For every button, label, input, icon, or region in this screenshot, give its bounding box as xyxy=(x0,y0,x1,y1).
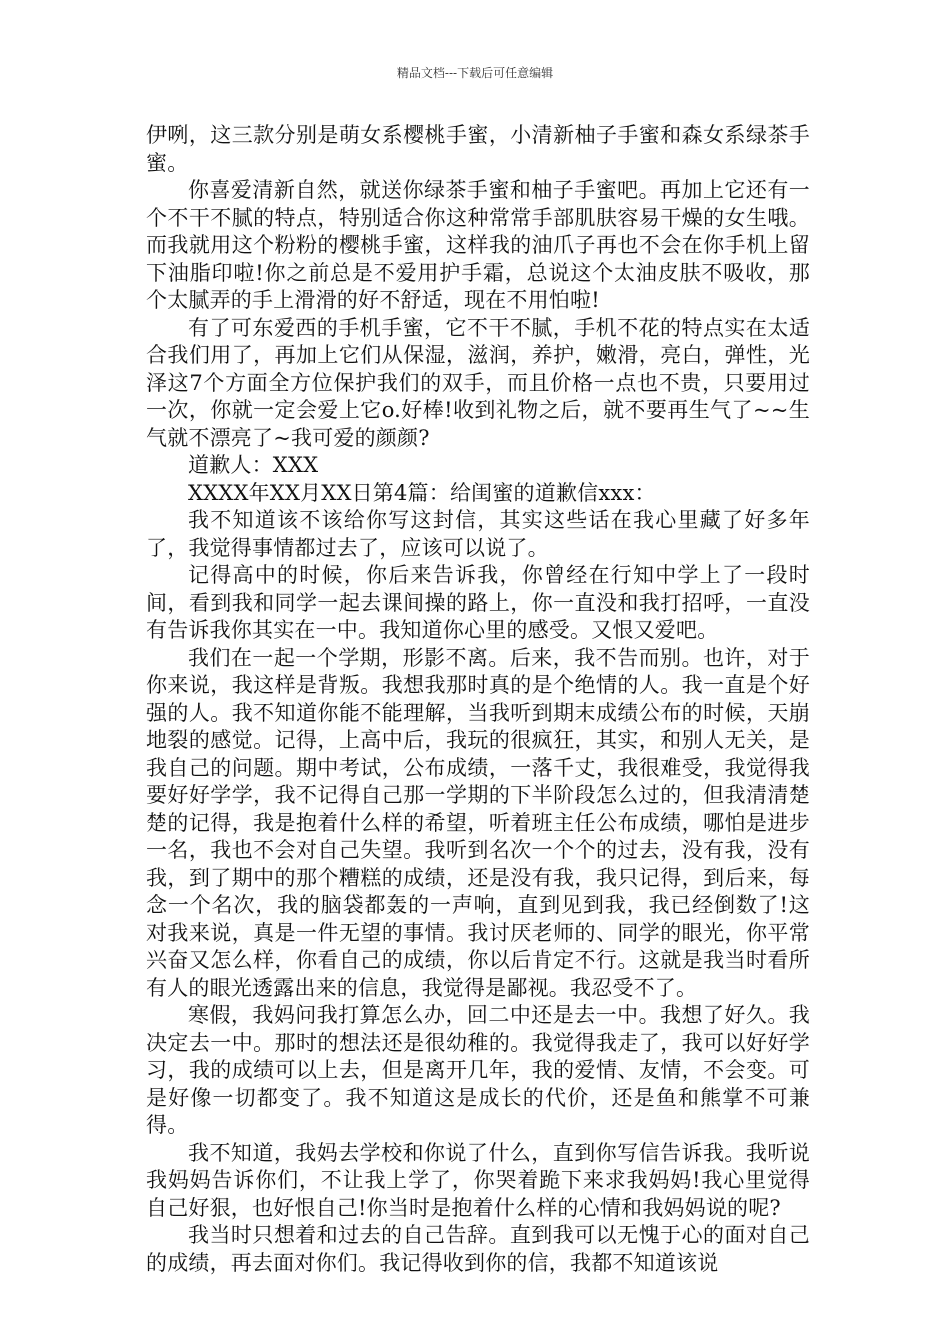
paragraph: 寒假，我妈问我打算怎么办，回二中还是去一中。我想了好久。我决定去一中。那时的想法还是很幼稚的。我觉得我走了，我可以好好学习，我的成绩可以上去，但是离开几年，我的爱情、友情，不会变。可是好像一切都变了。我不知道这是成长的代价，还是鱼和熊掌不可兼得。 xyxy=(146,1003,810,1137)
paragraph: 有了可东爱西的手机手蜜，它不干不腻，手机不花的特点实在太适合我们用了，再加上它们从保湿，滋润，养护，嫩滑，亮白，弹性，光泽这7个方面全方位保护我们的双手，而且价格一点也不贵，只要用过一次，你就一定会爱上它o.好棒!收到礼物之后，就不要再生气了~~生气就不漂亮了~我可爱的颜颜? xyxy=(146,315,810,450)
document-body xyxy=(146,122,810,1277)
paragraph: 我们在一起一个学期，形影不离。后来，我不告而别。也许，对于你来说，我这样是背叛。我想我那时真的是个绝情的人。我一直是个好强的人。我不知道你能不能理解，当我听到期末成绩公布的时候，天崩地裂的感觉。记得，上高中后，我玩的很疯狂，其实，和别人无关，是我自己的问题。期中考试，公布成绩，一落千丈，我很难受，我觉得我要好好学学，我不记得自己那一学期的下半阶段怎么过的，但我清清楚楚的记得，我是抱着什么样的希望，听着班主任公布成绩，哪怕是进步一名，我也不会对自己失望。我听到名次一个个的过去，没有我，没有我，到了期中的那个糟糕的成绩，还是没有我，我只记得，到后来，每念一个名次，我的脑袋都轰的一声响，直到见到我，我已经倒数了!这对我来说，真是一件无望的事情。我讨厌老师的、同学的眼光，你平常兴奋又怎么样，你看自己的成绩，你以后肯定不行。这就是我当时看所有人的眼光透露出来的信息，我觉得是鄙视。我忍受不了。 xyxy=(146,645,810,1000)
paragraph: 我不知道该不该给你写这封信，其实这些话在我心里藏了好多年了，我觉得事情都过去了，应该可以说了。 xyxy=(146,508,810,560)
paragraph: 伊咧，这三款分别是萌女系樱桃手蜜，小清新柚子手蜜和森女系绿茶手蜜。 xyxy=(146,123,810,175)
paragraph: 我当时只想着和过去的自己告辞。直到我可以无愧于心的面对自己的成绩，再去面对你们。我记得收到你的信，我都不知道该说 xyxy=(146,1223,810,1275)
page-header: 精品文档---下载后可任意编辑 xyxy=(396,66,554,80)
paragraph: 记得高中的时候，你后来告诉我，你曾经在行知中学上了一段时间，看到我和同学一起去课间操的路上，你一直没和我打招呼，一直没有告诉我你其实在一中。我知道你心里的感受。又恨又爱吧。 xyxy=(146,563,810,642)
paragraph: 我不知道，我妈去学校和你说了什么，直到你写信告诉我。我听说我妈妈告诉你们，不让我上学了，你哭着跪下来求我妈妈!我心里觉得自己好狠，也好恨自己!你当时是抱着什么样的心情和我妈妈说的呢? xyxy=(146,1140,810,1220)
date-heading-line: XXXX年XX月XX日第4篇：给闺蜜的道歉信xxx： xyxy=(188,480,656,505)
paragraph: 你喜爱清新自然，就送你绿茶手蜜和柚子手蜜吧。再加上它还有一个不干不腻的特点，特别适合你这种常常手部肌肤容易干燥的女生哦。而我就用这个粉粉的樱桃手蜜，这样我的油爪子再也不会在你手机上留下油脂印啦!你之前总是不爱用护手霜，总说这个太油皮肤不吸收，那个太腻弄的手上滑滑的好不舒适，现在不用怕啦! xyxy=(146,178,810,312)
signature-line: 道歉人：XXX xyxy=(188,453,319,477)
